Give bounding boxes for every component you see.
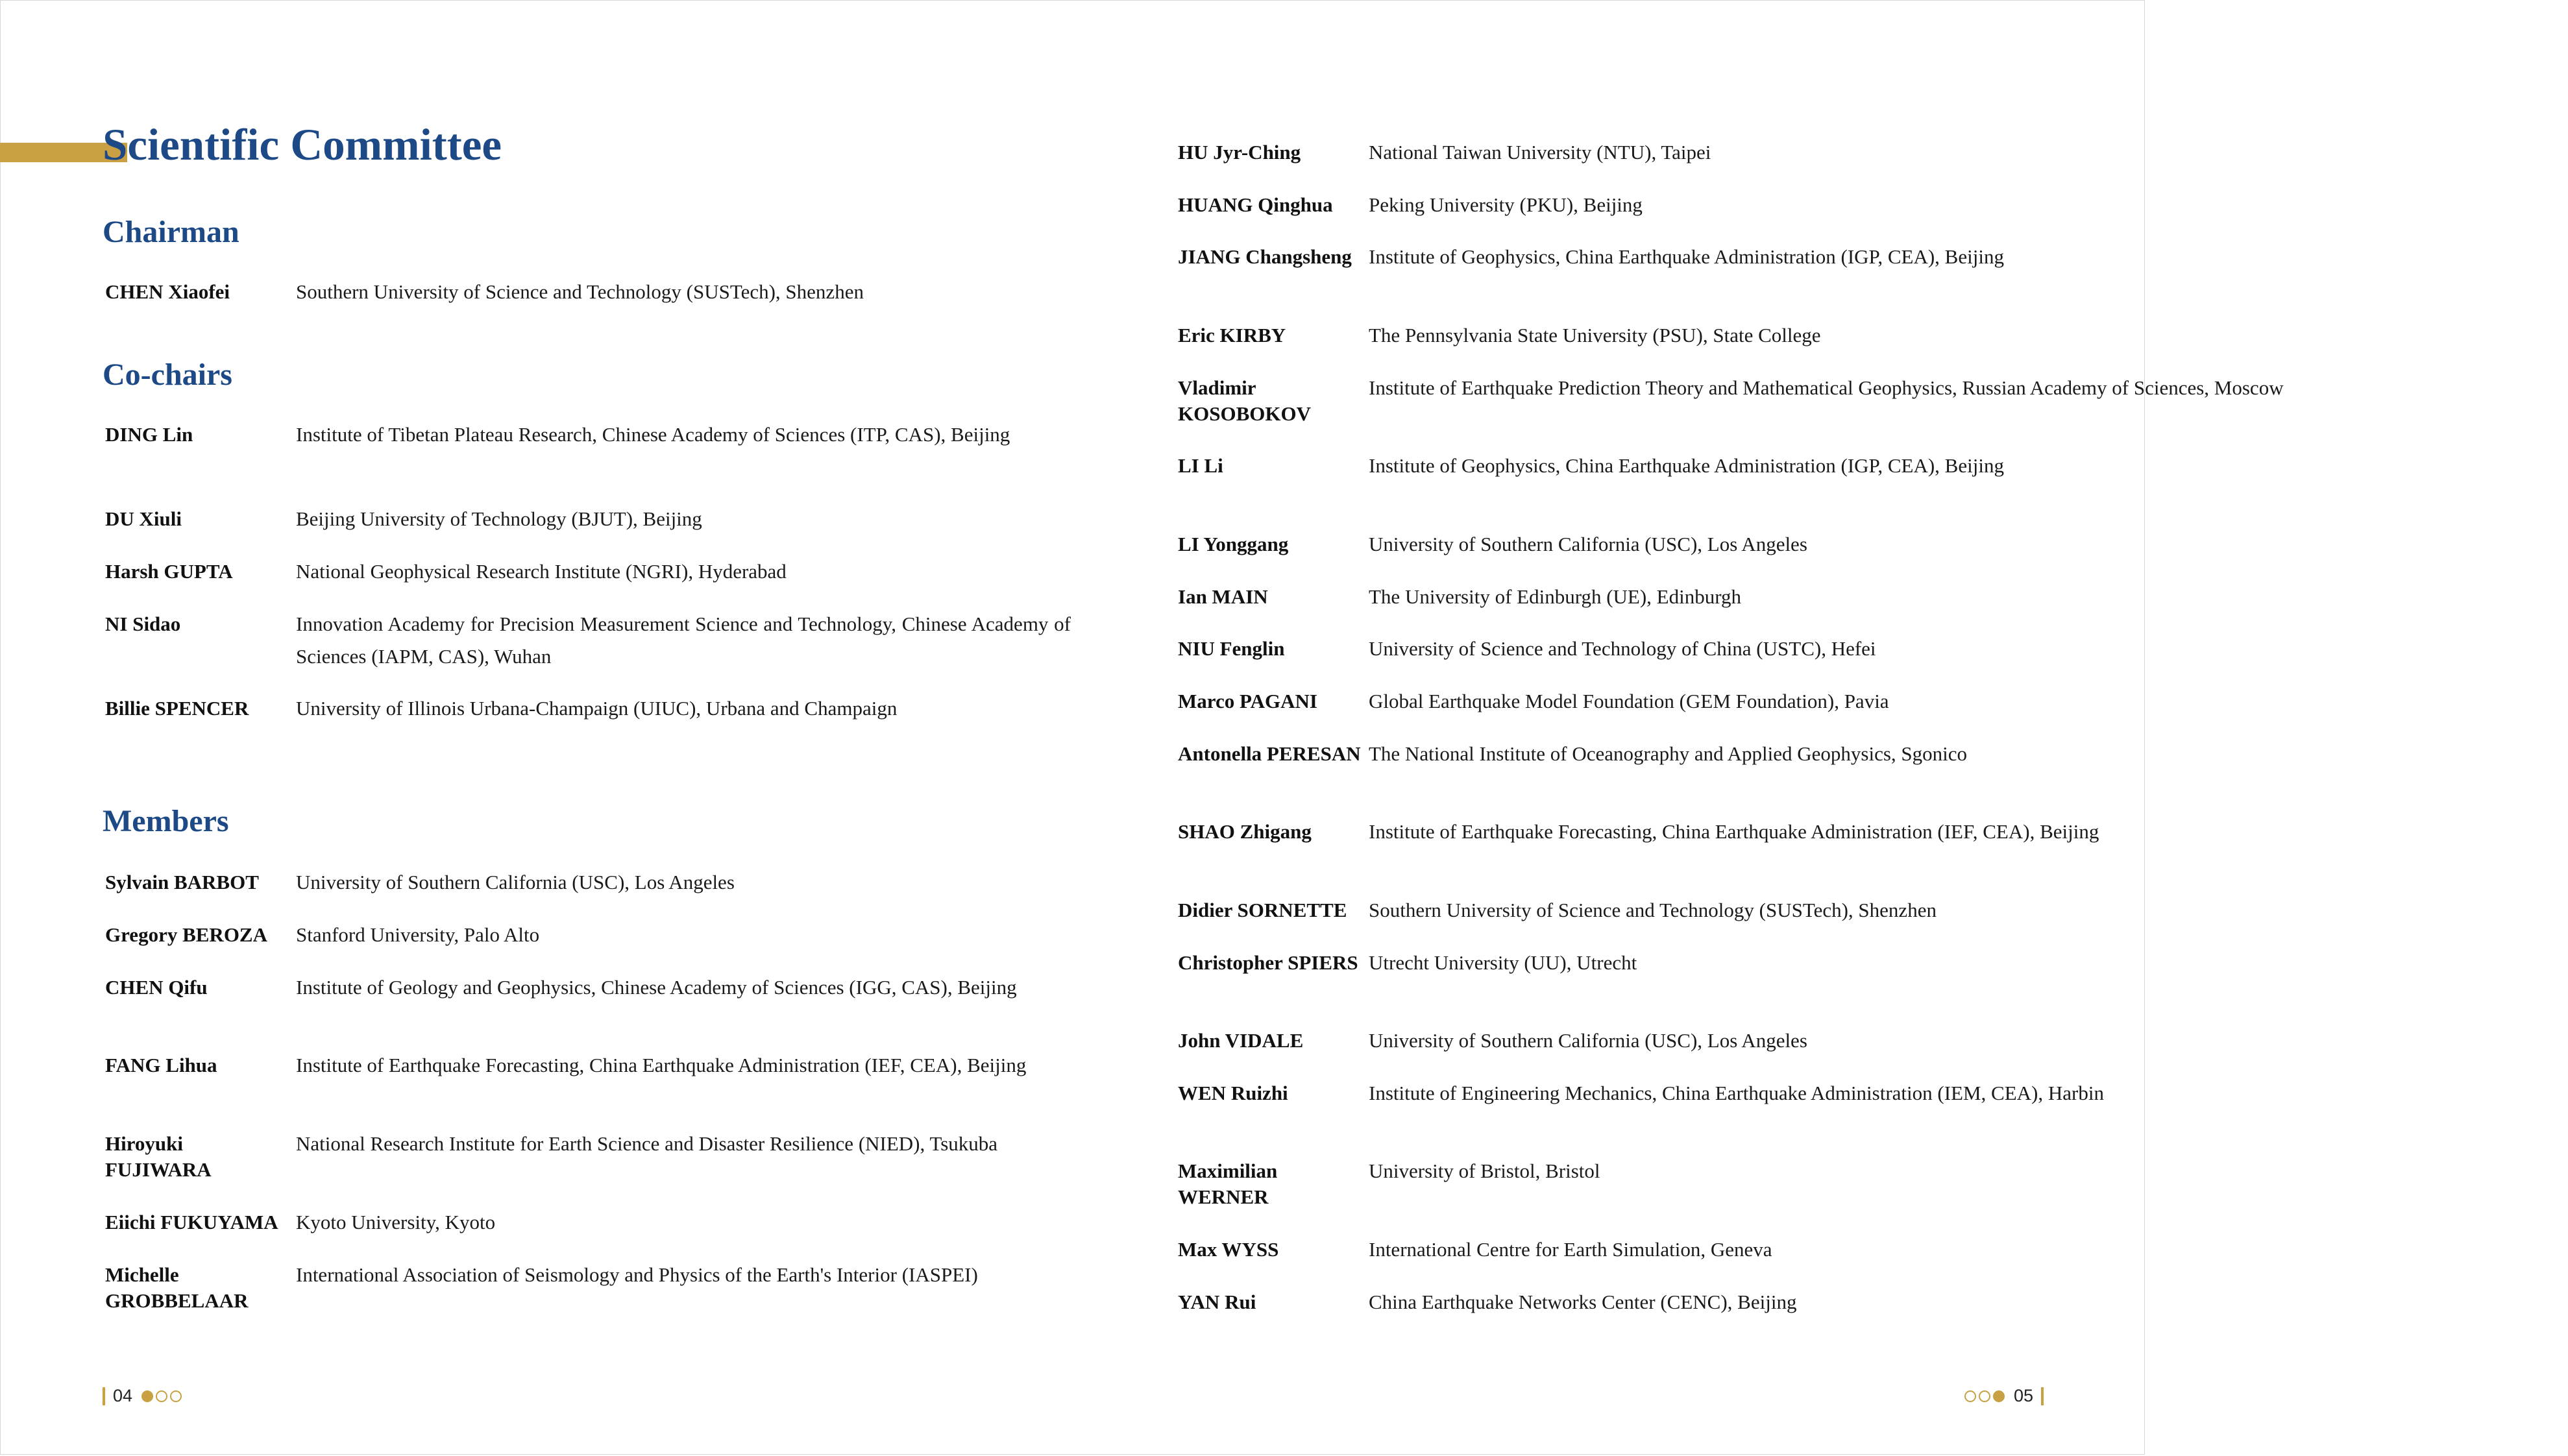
member-name: YAN Rui [1178,1291,1256,1313]
page-marker-icon [103,1387,105,1405]
section-title-chairman: Chairman [103,215,239,249]
member-affiliation: University of Bristol, Bristol [1369,1159,1600,1182]
member-affiliation: Peking University (PKU), Beijing [1369,193,1643,216]
member-name: DU Xiuli [105,507,182,530]
member-name: CHEN Qifu [105,976,208,999]
member-affiliation: Utrecht University (UU), Utrecht [1369,951,1637,974]
member-affiliation: Institute of Earthquake Prediction Theory and Mathematical Geophysics, Russian Academy of Sciences, Moscow [1369,376,2284,399]
member-affiliation: Institute of Tibetan Plateau Research, Chinese Academy of Sciences (ITP, CAS), Beijing [296,423,1010,446]
member-affiliation: Southern University of Science and Technology (SUSTech), Shenzhen [296,280,864,303]
page-marker-icon [2041,1387,2044,1405]
member-affiliation: Institute of Engineering Mechanics, China Earthquake Administration (IEM, CEA), Harbin [1369,1082,2104,1104]
member-affiliation: The National Institute of Oceanography and Applied Geophysics, Sgonico [1369,742,1968,765]
member-affiliation: Kyoto University, Kyoto [296,1211,496,1233]
page-number-right: 05 [2013,1386,2033,1405]
footer-right [1963,1386,2044,1406]
member-name: JIANG Changsheng [1178,245,1352,268]
member-name: Michelle GROBBELAAR [105,1263,249,1312]
member-name: John VIDALE [1178,1029,1304,1052]
member-name: Billie SPENCER [105,697,249,720]
member-affiliation: International Centre for Earth Simulation, Geneva [1369,1238,1772,1261]
page-number-left: 04 [113,1386,133,1405]
dot-filled-icon [1993,1390,2005,1402]
dot-outline-icon [170,1390,182,1402]
member-affiliation: National Geophysical Research Institute (NGRI), Hyderabad [296,560,787,583]
section-title-cochairs: Co-chairs [103,358,232,392]
member-affiliation: University of Southern California (USC), Los Angeles [1369,533,1807,555]
member-affiliation: Institute of Geology and Geophysics, Chinese Academy of Sciences (IGG, CAS), Beijing [296,976,1017,999]
dot-outline-icon [156,1390,167,1402]
member-affiliation: Southern University of Science and Technology (SUSTech), Shenzhen [1369,899,1937,921]
member-affiliation: National Research Institute for Earth Science and Disaster Resilience (NIED), Tsukuba [296,1132,998,1155]
member-name: Ian MAIN [1178,585,1268,608]
member-name: Eiichi FUKUYAMA [105,1211,278,1233]
member-name: FANG Lihua [105,1054,217,1076]
member-affiliation: University of Southern California (USC), Los Angeles [296,871,735,893]
member-name: Vladimir KOSOBOKOV [1178,376,1311,425]
member-affiliation: Institute of Geophysics, China Earthquake Administration (IGP, CEA), Beijing [1369,245,2004,268]
member-name: LI Li [1178,454,1223,477]
member-name: Harsh GUPTA [105,560,233,583]
member-name: Didier SORNETTE [1178,899,1347,921]
member-name: NIU Fenglin [1178,637,1285,660]
member-name: Christopher SPIERS [1178,951,1358,974]
member-name: Sylvain BARBOT [105,871,259,893]
page-title: Scientific Committee [103,120,502,169]
member-name: HU Jyr-Ching [1178,141,1301,164]
member-name: Eric KIRBY [1178,324,1286,346]
dot-outline-icon [1964,1390,1976,1402]
member-affiliation: International Association of Seismology and Physics of the Earth's Interior (IASPEI) [296,1263,978,1286]
member-affiliation: University of Illinois Urbana-Champaign (UIUC), Urbana and Champaign [296,697,898,720]
footer-left [103,1386,183,1406]
member-affiliation: China Earthquake Networks Center (CENC), Beijing [1369,1291,1797,1313]
member-name: WEN Ruizhi [1178,1082,1288,1104]
member-affiliation: Innovation Academy for Precision Measurement Science and Technology, Chinese Academy of Sciences (IAPM, CAS), Wuhan [296,613,1071,668]
member-name: Antonella PERESAN [1178,742,1361,765]
member-affiliation: National Taiwan University (NTU), Taipei [1369,141,1711,164]
section-title-members: Members [103,804,229,838]
dot-outline-icon [1979,1390,1990,1402]
member-name: HUANG Qinghua [1178,193,1333,216]
dot-filled-icon [141,1390,153,1402]
member-name: LI Yonggang [1178,533,1289,555]
member-name: Gregory BEROZA [105,923,267,946]
member-name: Marco PAGANI [1178,690,1317,712]
member-affiliation: Institute of Earthquake Forecasting, China Earthquake Administration (IEF, CEA), Beijing [1369,820,2099,843]
member-affiliation: The Pennsylvania State University (PSU), State College [1369,324,1821,346]
member-affiliation: University of Science and Technology of China (USTC), Hefei [1369,637,1876,660]
member-affiliation: Stanford University, Palo Alto [296,923,540,946]
member-affiliation: Institute of Geophysics, China Earthquake Administration (IGP, CEA), Beijing [1369,454,2004,477]
member-affiliation: University of Southern California (USC), Los Angeles [1369,1029,1807,1052]
member-name: Hiroyuki FUJIWARA [105,1132,212,1181]
member-name: NI Sidao [105,613,181,635]
member-affiliation: The University of Edinburgh (UE), Edinburgh [1369,585,1741,608]
member-name: CHEN Xiaofei [105,280,230,303]
member-affiliation: Institute of Earthquake Forecasting, China Earthquake Administration (IEF, CEA), Beijing [296,1054,1027,1076]
member-name: SHAO Zhigang [1178,820,1312,843]
member-name: Maximilian WERNER [1178,1159,1278,1208]
member-affiliation: Global Earthquake Model Foundation (GEM Foundation), Pavia [1369,690,1889,712]
member-name: DING Lin [105,423,193,446]
member-affiliation: Beijing University of Technology (BJUT), Beijing [296,507,702,530]
member-name: Max WYSS [1178,1238,1279,1261]
